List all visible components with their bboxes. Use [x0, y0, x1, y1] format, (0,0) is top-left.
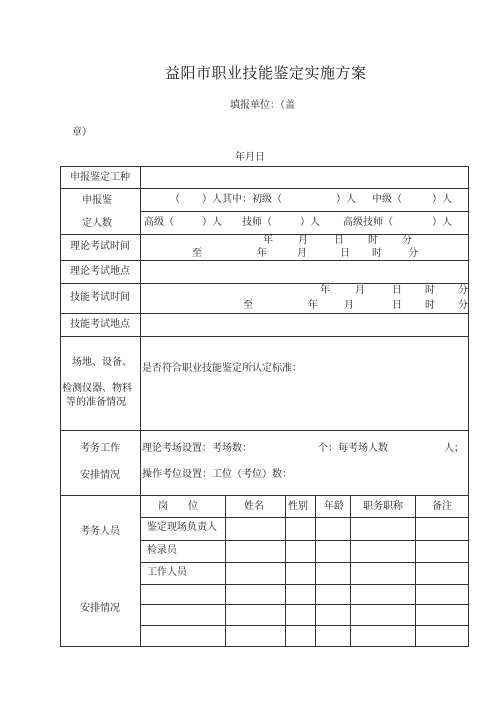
staff-col-divider: [350, 495, 351, 646]
theory-end-year: 年: [257, 248, 267, 259]
theory-start-year: 年: [263, 235, 273, 246]
applicants-tech-label: 技师（: [242, 217, 272, 228]
row-divider: [60, 166, 469, 167]
staff-row-divider: [140, 604, 469, 605]
date-label: 年月日: [235, 152, 265, 163]
exam-station-setting: 操作考位设置：工位（考位）数：: [142, 469, 292, 480]
site-label-2: 检测仪器、物料: [62, 383, 132, 394]
skill-end-minute: 分: [458, 300, 468, 311]
theory-end-day: 日: [340, 248, 350, 259]
staff-col-divider: [225, 495, 226, 646]
site-label-1: 场地、设备、: [72, 357, 132, 368]
row-divider: [60, 430, 469, 431]
staff-header-position: 岗 位: [158, 501, 198, 512]
table-border-left: [60, 166, 61, 646]
staff-col-divider: [315, 495, 316, 646]
staff-row-divider: [140, 625, 469, 626]
exam-room-setting: 理论考场设置：考场数：: [142, 443, 252, 454]
row-divider: [60, 495, 469, 496]
staff-position-cell: 鉴定现场负责人: [147, 522, 217, 533]
skill-start-day: 日: [392, 285, 402, 296]
applicants-intermediate: ）人: [432, 194, 452, 205]
staff-header-gender: 性别: [288, 501, 308, 512]
exam-per-room-unit: 人；: [444, 443, 464, 454]
applicants-senior-label: 高级（: [144, 217, 174, 228]
staff-position-cell: 检录员: [147, 545, 177, 556]
skill-to: 至: [243, 300, 253, 311]
exam-per-room-label: 个：每考场人数: [318, 443, 388, 454]
staff-position-cell: 工作人员: [147, 567, 187, 578]
staff-label: 考务人员: [80, 526, 120, 537]
applicants-label-1: 申报鉴: [82, 195, 112, 206]
theory-end-month: 月: [297, 248, 307, 259]
applicants-senior: ）人: [202, 217, 222, 228]
job-type-label: 申报鉴定工种: [70, 172, 130, 183]
applicants-primary: ）人: [336, 194, 356, 205]
theory-start-month: 月: [298, 235, 308, 246]
applicants-senior-tech: ）人: [432, 217, 452, 228]
unit-label: 填报单位：（盖: [230, 100, 295, 111]
theory-time-label: 理论考试时间: [70, 241, 130, 252]
applicants-label-2: 定人数: [82, 218, 112, 229]
skill-start-year: 年: [320, 285, 330, 296]
row-divider: [60, 283, 469, 284]
site-label-3: 等的准备情况: [66, 397, 126, 408]
skill-place-label: 技能考试地点: [70, 319, 130, 330]
page-title: 益阳市职业技能鉴定实施方案: [165, 64, 367, 82]
theory-end-minute: 分: [408, 248, 418, 259]
staff-header-title: 职务职称: [363, 501, 403, 512]
skill-start-month: 月: [355, 285, 365, 296]
staff-row-divider: [140, 517, 469, 518]
staff-col-divider: [415, 495, 416, 646]
table-border-right: [468, 166, 469, 646]
applicants-intermediate-label: 中级（: [372, 194, 402, 205]
staff-header-name: 姓名: [244, 501, 264, 512]
applicants-total-open: （: [170, 194, 180, 205]
skill-start-minute: 分: [458, 285, 468, 296]
applicants-tech: ）人: [300, 217, 320, 228]
skill-end-month: 月: [344, 300, 354, 311]
staff-row-divider: [140, 584, 469, 585]
row-divider: [60, 260, 469, 261]
theory-to: 至: [192, 248, 202, 259]
unit-label-continued: 章）: [72, 127, 92, 138]
staff-row-divider: [140, 540, 469, 541]
staff-header-age: 年龄: [324, 501, 344, 512]
theory-start-minute: 分: [402, 235, 412, 246]
skill-end-day: 日: [392, 300, 402, 311]
theory-end-hour: 时: [372, 248, 382, 259]
row-divider: [60, 313, 469, 314]
row-divider: [60, 188, 469, 189]
staff-row-divider: [140, 562, 469, 563]
staff-arrange-label: 安排情况: [80, 603, 120, 614]
theory-start-hour: 时: [368, 235, 378, 246]
site-standard-text: 是否符合职业技能鉴定所认定标准：: [142, 363, 302, 374]
row-divider: [60, 336, 469, 337]
theory-start-day: 日: [334, 235, 344, 246]
skill-time-label: 技能考试时间: [70, 292, 130, 303]
label-column-divider: [140, 166, 141, 646]
exam-work-label-1: 考务工作: [80, 443, 120, 454]
table-border-bottom: [60, 646, 469, 647]
exam-work-label-2: 安排情况: [80, 470, 120, 481]
row-divider: [140, 211, 469, 212]
staff-header-remarks: 备注: [432, 501, 452, 512]
skill-start-hour: 时: [425, 285, 435, 296]
applicants-senior-tech-label: 高级技师（: [343, 217, 393, 228]
skill-end-year: 年: [308, 300, 318, 311]
skill-end-hour: 时: [425, 300, 435, 311]
staff-col-divider: [285, 495, 286, 646]
applicants-total-text: ）人其中：初级（: [202, 194, 282, 205]
theory-place-label: 理论考试地点: [70, 266, 130, 277]
